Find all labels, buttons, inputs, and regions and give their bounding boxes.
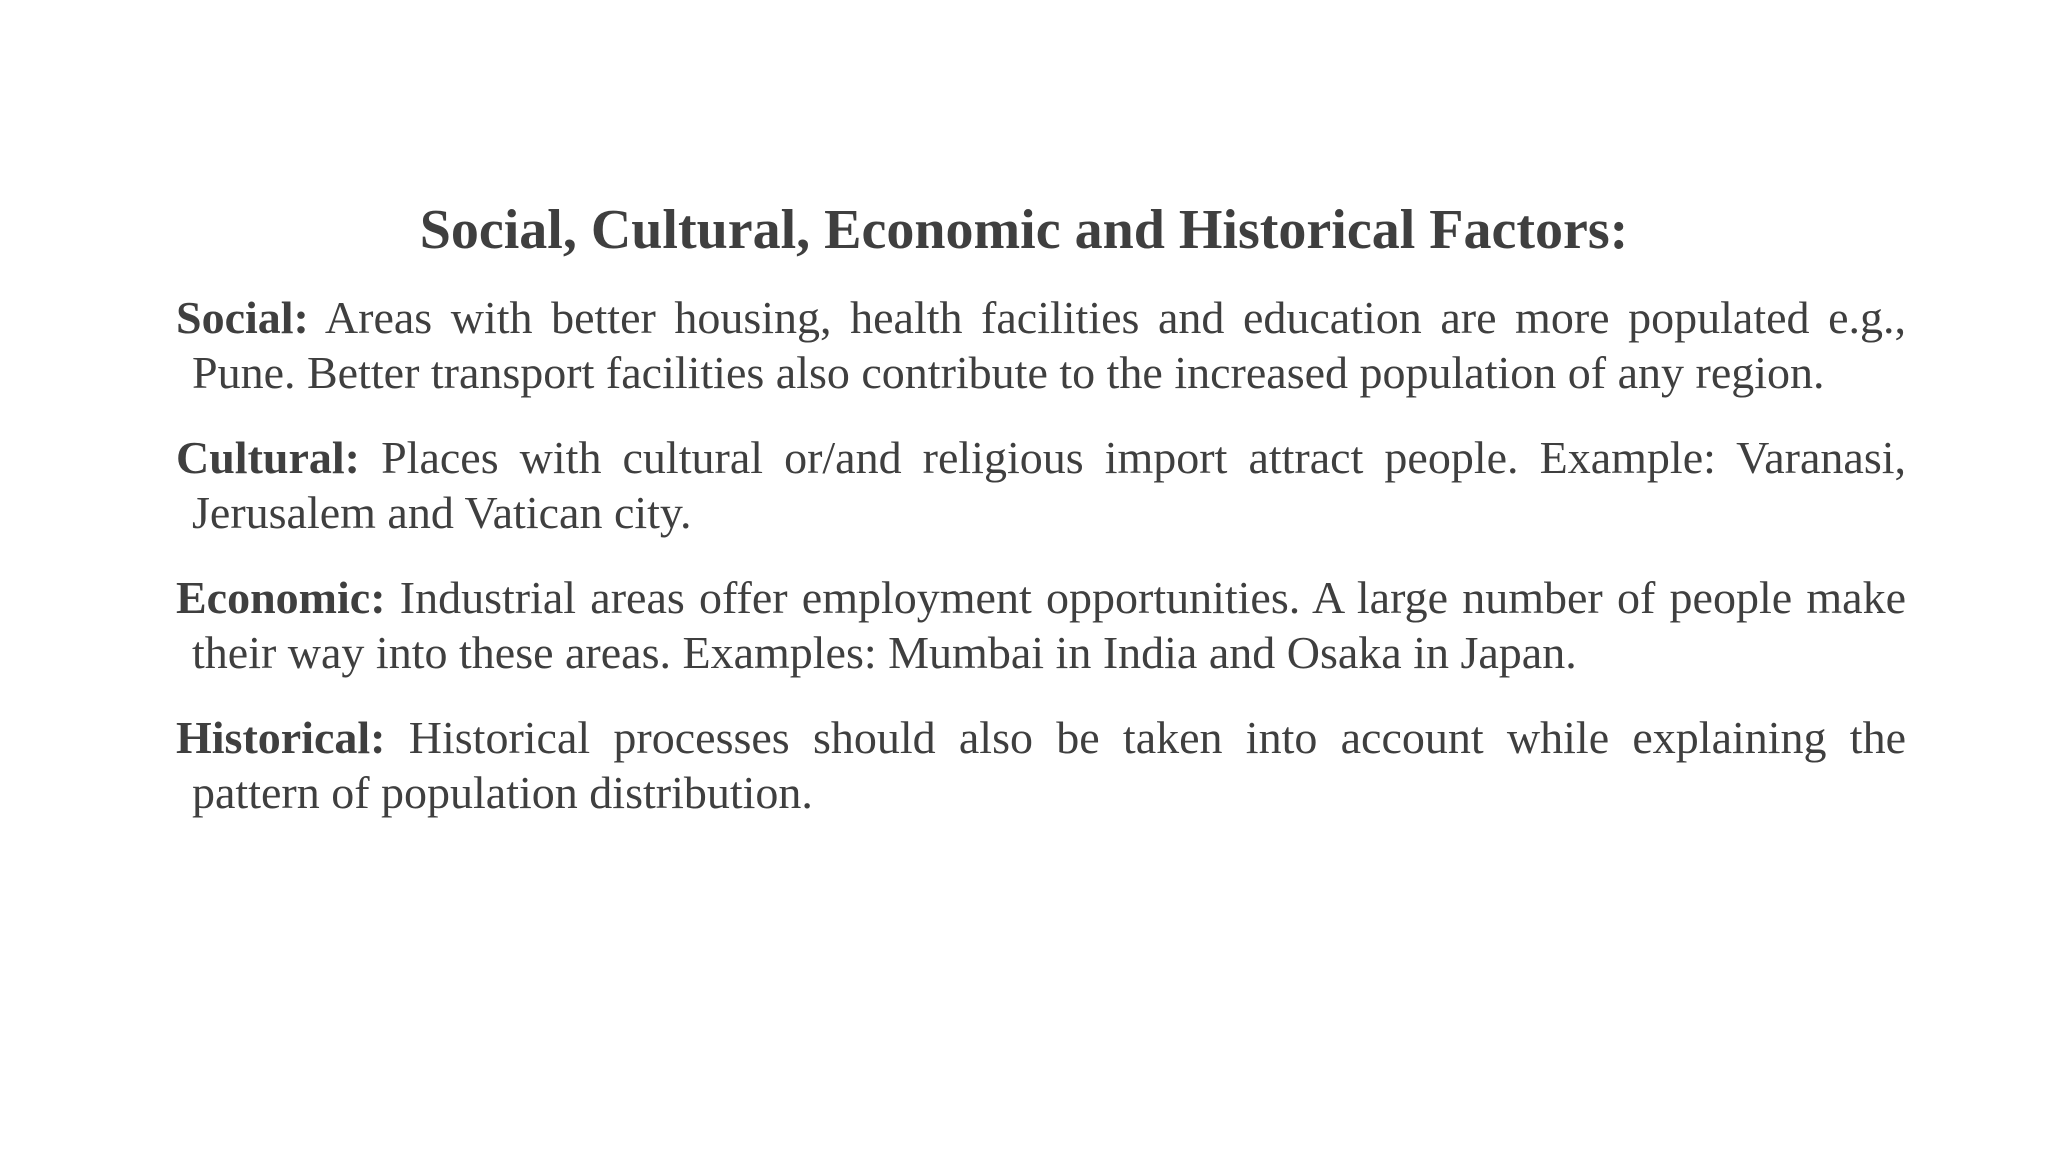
paragraph-economic xyxy=(176,570,1906,680)
paragraph-text: Historical processes should also be taken into account while explaining the pattern of population distribution. xyxy=(192,712,1907,818)
paragraph-label: Historical: xyxy=(176,712,386,763)
slide-title: Social, Cultural, Economic and Historical Factors: xyxy=(419,199,1629,261)
paragraph-label: Cultural: xyxy=(176,432,360,483)
slide-content xyxy=(176,290,1906,850)
paragraph-text: Places with cultural or/and religious import attract people. Example: Varanasi, Jerusalem and Vatican city. xyxy=(192,432,1907,538)
paragraph-social xyxy=(176,290,1906,400)
paragraph-text: Areas with better housing, health facilities and education are more populated e.g., Pune. Better transport facilities also contribute to the increased population of any region. xyxy=(192,292,1906,398)
paragraph-cultural xyxy=(176,430,1906,540)
paragraph-text: Industrial areas offer employment opportunities. A large number of people make their way into these areas. Examples: Mumbai in India and Osaka in Japan. xyxy=(192,572,1907,678)
paragraph-label: Social: xyxy=(176,292,309,343)
paragraph-historical xyxy=(176,710,1906,820)
paragraph-label: Economic: xyxy=(176,572,386,623)
